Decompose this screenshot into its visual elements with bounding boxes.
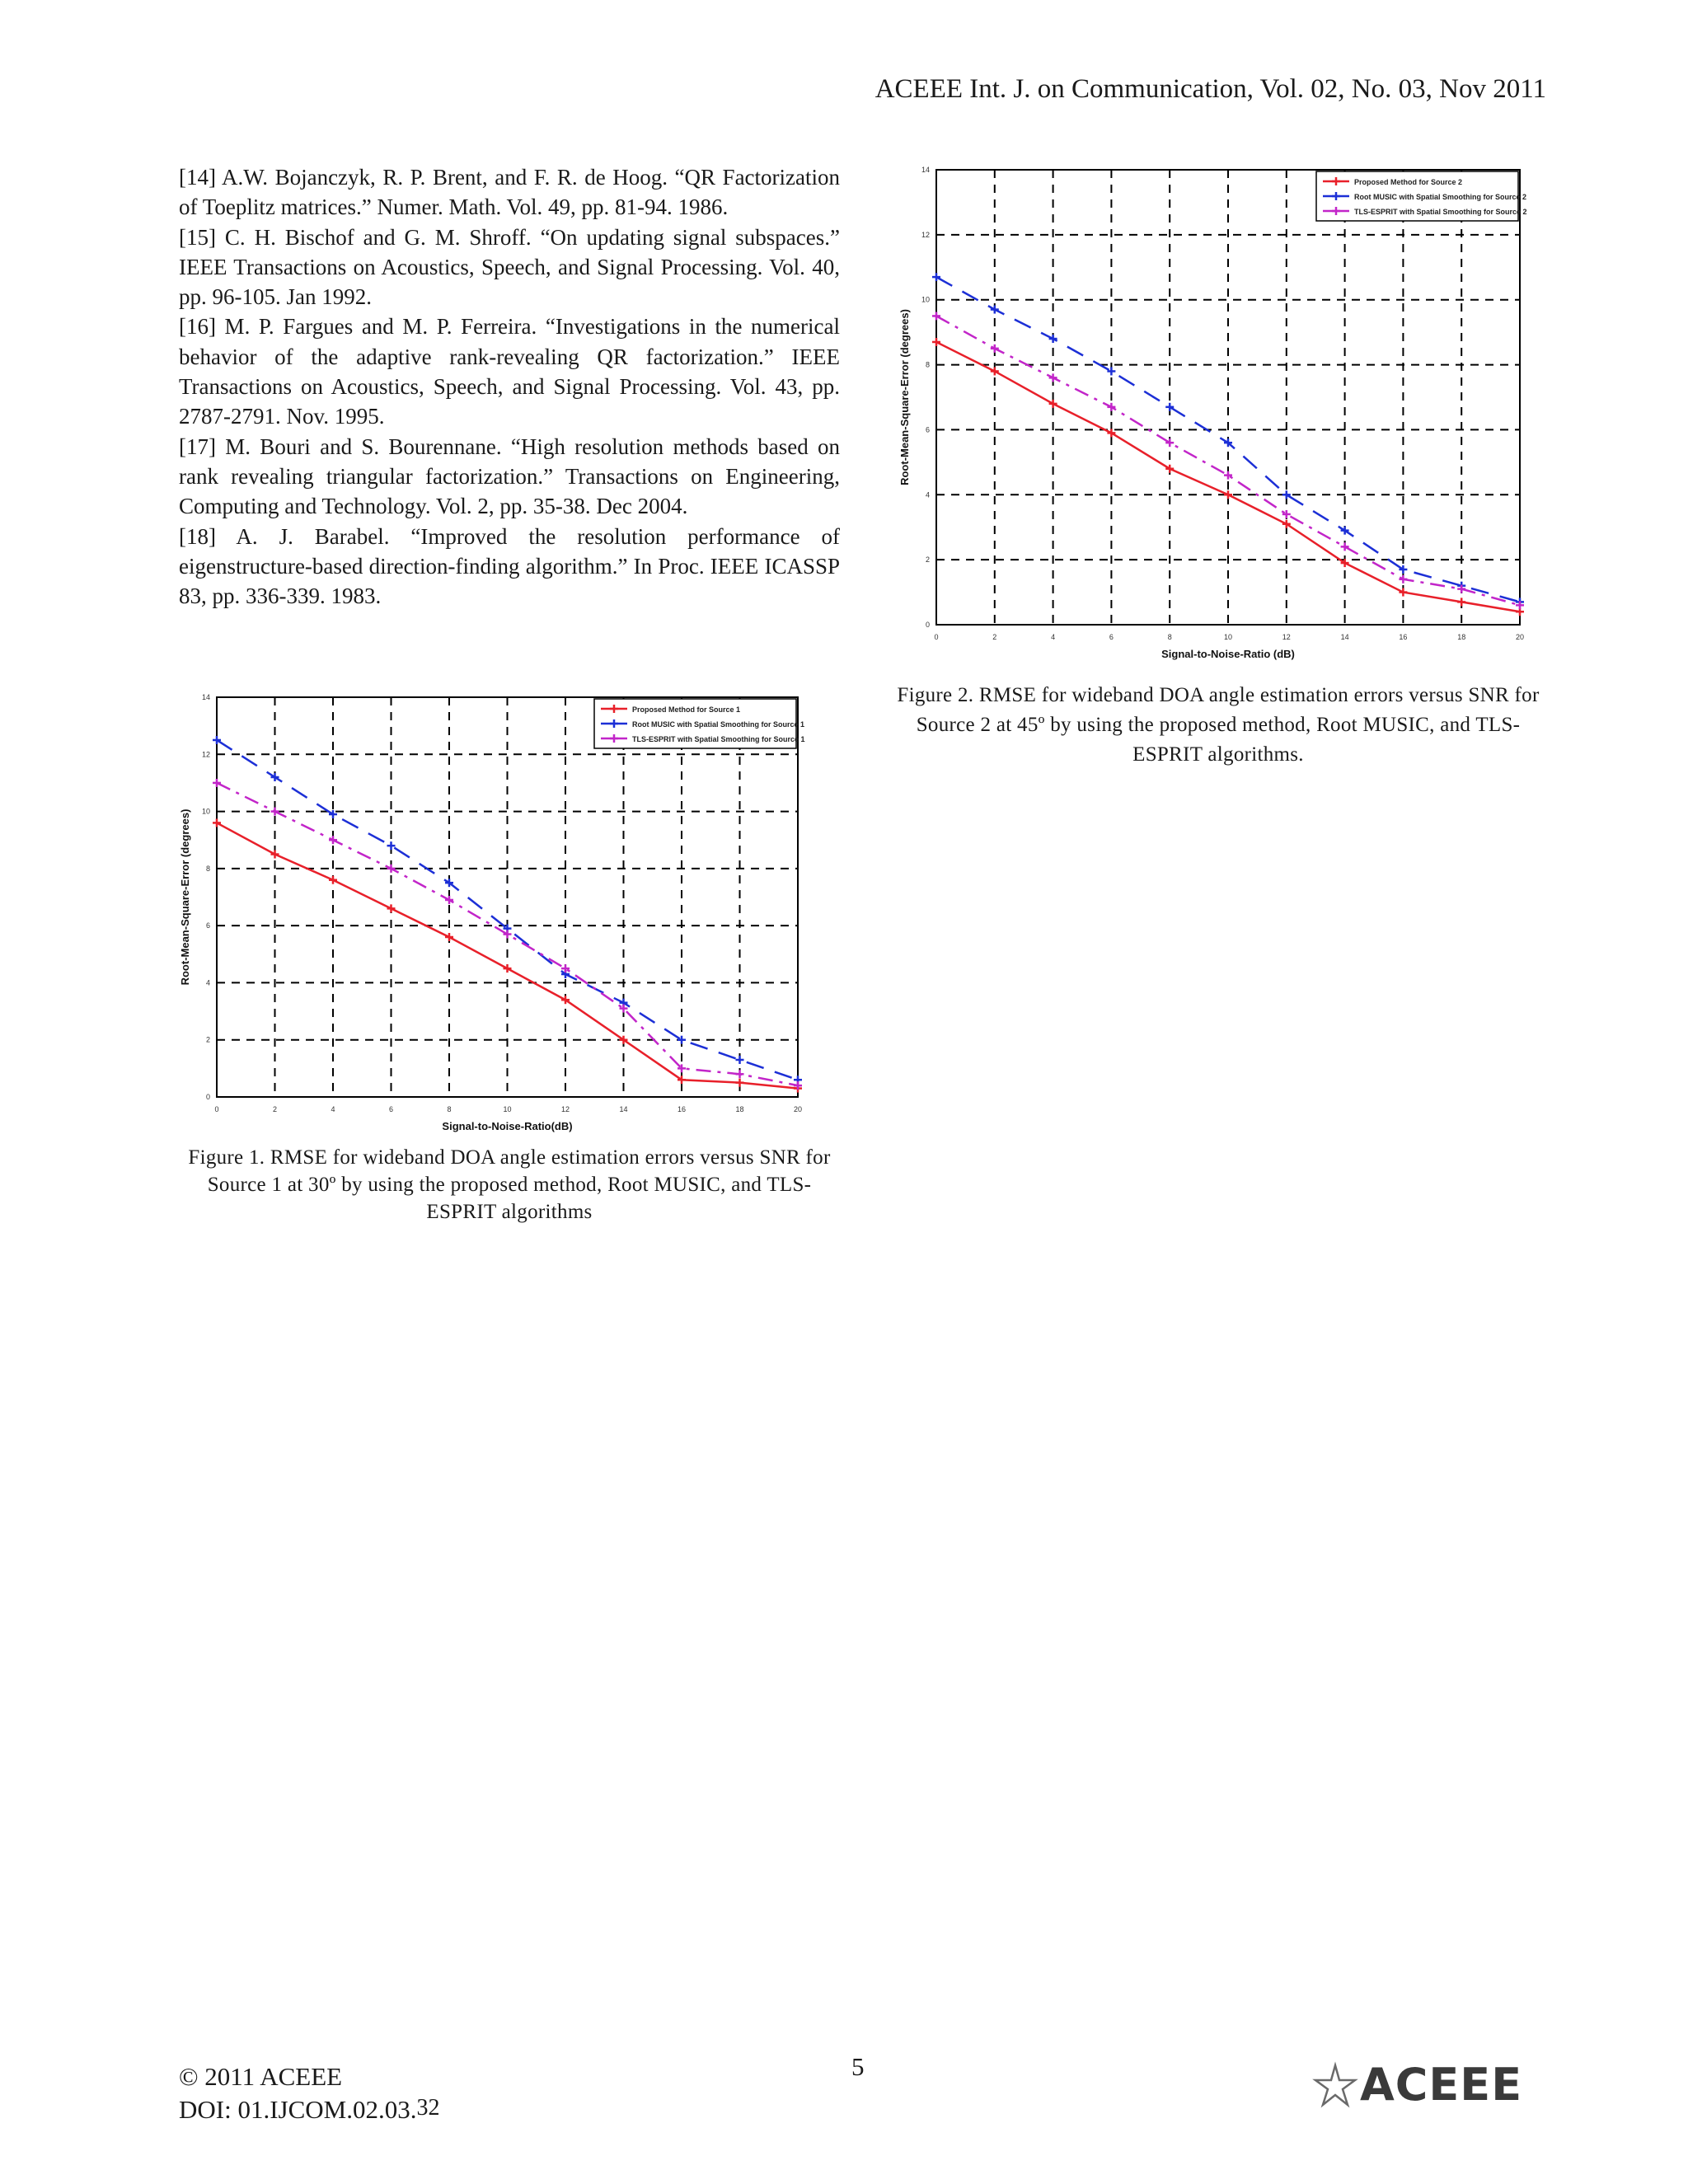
reference-item: [16] M. P. Fargues and M. P. Ferreira. “Investigations in the numerical behavior of the adaptive rank-revealing QR factorization.” IEEE Transactions on Acoustics, Speech, and Signal Processing. Vol. 43, pp. 2787-2791. Nov. 1995. xyxy=(179,314,840,429)
y-axis-label: Root-Mean-Square-Error (degrees) xyxy=(179,808,191,986)
doi-suffix: 32 xyxy=(416,2095,440,2121)
x-tick-label: 10 xyxy=(1223,633,1233,641)
x-tick-label: 12 xyxy=(560,1105,570,1113)
y-tick-label: 6 xyxy=(205,921,210,930)
copyright-text: © 2011 ACEEE xyxy=(179,2062,343,2091)
y-tick-label: 10 xyxy=(201,807,210,816)
x-tick-label: 8 xyxy=(1167,633,1172,641)
x-tick-label: 6 xyxy=(388,1105,394,1113)
x-tick-label: 20 xyxy=(793,1105,803,1113)
x-axis-label: Signal-to-Noise-Ratio (dB) xyxy=(1161,648,1295,660)
x-tick-label: 16 xyxy=(677,1105,687,1113)
figure-2 xyxy=(897,163,1527,666)
y-tick-label: 6 xyxy=(925,425,930,434)
y-tick-label: 14 xyxy=(201,693,210,701)
x-tick-label: 10 xyxy=(503,1105,512,1113)
legend-label: TLS-ESPRIT with Spatial Smoothing for Source 1 xyxy=(632,735,805,743)
legend-label: Proposed Method for Source 2 xyxy=(1354,178,1463,186)
reference-item: [18] A. J. Barabel. “Improved the resolution performance of eigenstructure-based direction-finding algorithm.” In Proc. IEEE ICASSP 83, pp. 336-339. 1983. xyxy=(179,523,840,609)
y-axis-label: Root-Mean-Square-Error (degrees) xyxy=(898,309,911,485)
reference-item: [17] M. Bouri and S. Bourennane. “High resolution methods based on rank revealing triangular factorization.” Transactions on Engineering, Computing and Technology. Vol. 2, pp. 35-38. Dec 2004. xyxy=(179,434,840,519)
x-tick-label: 2 xyxy=(272,1105,278,1113)
x-tick-label: 12 xyxy=(1282,633,1291,641)
legend-label: Root MUSIC with Spatial Smoothing for Source 1 xyxy=(632,720,805,729)
y-tick-label: 2 xyxy=(925,555,930,565)
figure-2-caption: Figure 2. RMSE for wideband DOA angle estimation errors versus SNR for Source 2 at 45º by using the proposed method, Root MUSIC, and TLS-ESPRIT algorithms. xyxy=(897,684,1540,766)
x-tick-label: 16 xyxy=(1399,633,1408,641)
aceee-logo xyxy=(1312,2059,1550,2111)
legend-label: Root MUSIC with Spatial Smoothing for Source 2 xyxy=(1354,193,1527,201)
journal-header: ACEEE Int. J. on Communication, Vol. 02, No. 03, Nov 2011 xyxy=(874,74,1546,104)
y-tick-label: 0 xyxy=(925,621,930,629)
reference-item: [15] C. H. Bischof and G. M. Shroff. “On updating signal subspaces.” IEEE Transactions on Acoustics, Speech, and Signal Processing. Vol. 40, pp. 96-105. Jan 1992. xyxy=(179,224,840,310)
doi-prefix: DOI: 01.IJCOM.02.03. xyxy=(179,2095,417,2124)
page-number: 5 xyxy=(851,2052,865,2081)
y-tick-label: 4 xyxy=(205,978,210,987)
y-tick-label: 12 xyxy=(921,230,930,239)
x-tick-label: 4 xyxy=(1051,633,1056,641)
figure-1-caption: Figure 1. RMSE for wideband DOA angle estimation errors versus SNR for Source 1 at 30º by using the proposed method, Root MUSIC, and TLS-ESPRIT algorithms xyxy=(188,1146,831,1223)
y-tick-label: 14 xyxy=(921,166,930,174)
y-tick-label: 8 xyxy=(925,360,930,369)
y-tick-label: 12 xyxy=(201,750,210,759)
x-tick-label: 4 xyxy=(331,1105,335,1113)
x-tick-label: 0 xyxy=(214,1105,219,1113)
x-tick-label: 14 xyxy=(619,1105,628,1113)
doi-line xyxy=(179,2093,439,2128)
legend-label: TLS-ESPRIT with Spatial Smoothing for Source 2 xyxy=(1354,208,1527,216)
figure-1 xyxy=(179,691,818,1136)
y-tick-label: 4 xyxy=(925,490,930,499)
y-tick-label: 10 xyxy=(921,295,930,304)
x-tick-label: 14 xyxy=(1340,633,1349,641)
y-tick-label: 8 xyxy=(205,864,210,873)
star-logo-icon xyxy=(1312,2062,1358,2108)
x-axis-label: Signal-to-Noise-Ratio(dB) xyxy=(442,1120,573,1132)
y-tick-label: 2 xyxy=(205,1035,210,1044)
x-tick-label: 2 xyxy=(992,633,997,641)
x-tick-label: 18 xyxy=(1457,633,1466,641)
x-tick-label: 20 xyxy=(1515,633,1525,641)
references-list xyxy=(179,162,840,611)
x-tick-label: 6 xyxy=(1109,633,1114,641)
logo-wordmark: ACEEE xyxy=(1360,2059,1523,2111)
x-tick-label: 8 xyxy=(447,1105,452,1113)
footer-left xyxy=(179,2060,439,2128)
legend-label: Proposed Method for Source 1 xyxy=(632,705,741,714)
figure-1-chart xyxy=(179,691,818,1136)
figure-2-chart xyxy=(897,163,1527,666)
y-tick-label: 0 xyxy=(205,1093,210,1101)
x-tick-label: 0 xyxy=(934,633,939,641)
reference-item: [14] A.W. Bojanczyk, R. P. Brent, and F. R. de Hoog. “QR Factorization of Toeplitz matrices.” Numer. Math. Vol. 49, pp. 81-94. 1986. xyxy=(179,165,840,220)
x-tick-label: 18 xyxy=(735,1105,744,1113)
